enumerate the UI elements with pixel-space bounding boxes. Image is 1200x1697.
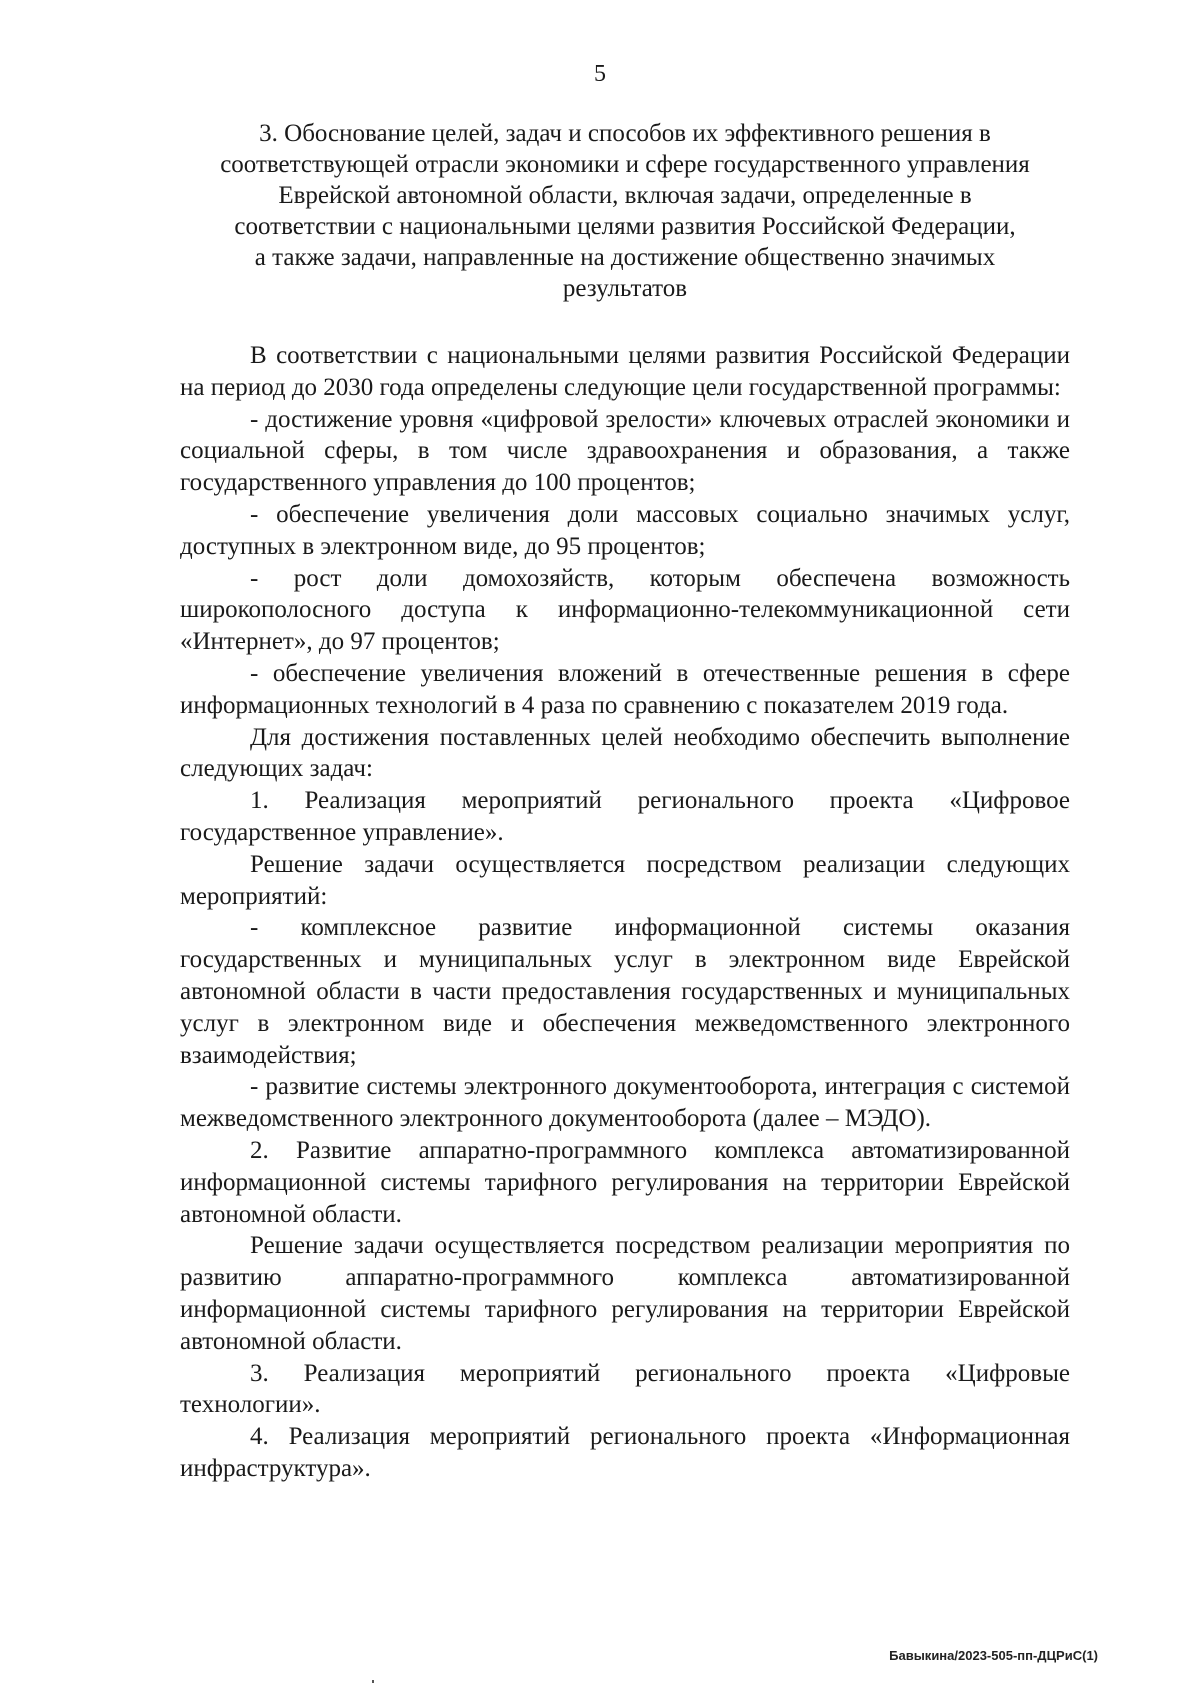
task-item: 2. Развитие аппаратно-программного комплекса автоматизированной информационной системы тарифного регулирования на территории Еврейской автономной области. [180, 1136, 1070, 1228]
measure-item: - комплексное развитие информационной системы оказания государственных и муниципальных услуг в электронном виде Еврейской автономной области в части предоставления государственных и муниципальных услуг в электронном виде и обеспечения межведомственного электронного взаимодействия; [180, 914, 1070, 1069]
goal-item: - обеспечение увеличения доли массовых социально значимых услуг, доступных в электронном виде, до 95 процентов; [180, 500, 1070, 560]
section-heading-line: результатов [562, 275, 688, 302]
task-solution: Решение задачи осуществляется посредством реализации следующих мероприятий: [180, 850, 1070, 910]
measure-item: - развитие системы электронного документооборота, интеграция с системой межведомственного электронного документооборота (далее – МЭДО). [180, 1073, 1070, 1133]
goal-item: - обеспечение увеличения вложений в отечественные решения в сфере информационных технологий в 4 раза по сравнению с показателем 2019 года. [180, 659, 1070, 719]
page-number: 5 [594, 61, 606, 87]
scan-speck [372, 1680, 374, 1683]
document-body [180, 340, 1070, 1485]
paragraph-tasks-intro: Для достижения поставленных целей необходимо обеспечить выполнение следующих задач: [180, 723, 1070, 783]
task-item: 1. Реализация мероприятий регионального проекта «Цифровое государственное управление». [180, 787, 1070, 846]
paragraph-intro: В соответствии с национальными целями развития Российской Федерации на период до 2030 года определены следующие цели государственной программы: [180, 342, 1070, 401]
section-heading-line: соответствующей отрасли экономики и сфере государственного управления [220, 151, 1030, 178]
section-heading-line: 3. Обоснование целей, задач и способов их эффективного решения в [259, 120, 991, 147]
task-solution: Решение задачи осуществляется посредством реализации мероприятия по развитию аппаратно-программного комплекса автоматизированной информационной системы тарифного регулирования на территории Еврейской автономной области. [180, 1232, 1070, 1355]
goal-item: - рост доли домохозяйств, которым обеспечена возможность широкополосного доступа к информационно-телекоммуникационной сети «Интернет», до 97 процентов; [180, 564, 1070, 656]
task-item: 4. Реализация мероприятий регионального проекта «Информационная инфраструктура». [180, 1423, 1070, 1482]
section-heading-line: а также задачи, направленные на достижение общественно значимых [254, 244, 996, 271]
goal-item: - достижение уровня «цифровой зрелости» ключевых отраслей экономики и социальной сферы, в том числе здравоохранения и образования, а также государственного управления до 100 процентов; [180, 405, 1070, 497]
section-heading-line: Еврейской автономной области, включая задачи, определенные в [278, 182, 972, 209]
section-heading-line: соответствии с национальными целями развития Российской Федерации, [234, 213, 1016, 240]
task-item: 3. Реализация мероприятий регионального проекта «Цифровые технологии». [180, 1359, 1070, 1419]
section-heading [180, 118, 1070, 304]
document-code: Бавыкина/2023-505-пп-ДЦРиС(1) [889, 1648, 1098, 1663]
